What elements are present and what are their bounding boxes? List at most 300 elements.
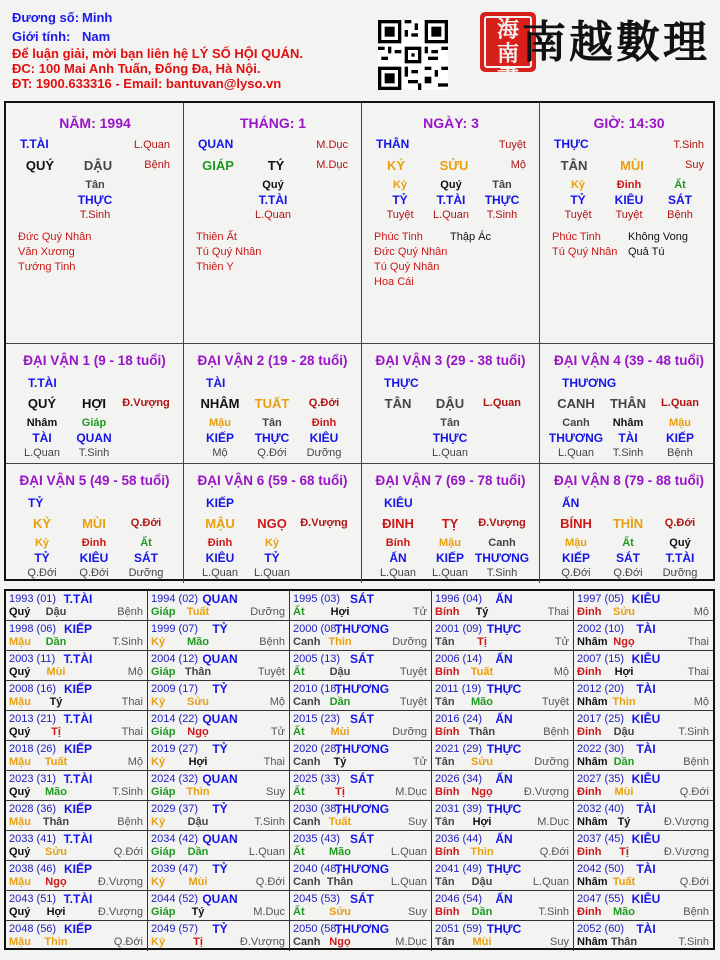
dai-van-2 — [184, 343, 362, 463]
year-label: 2016 (24) — [435, 713, 483, 725]
year-cell — [148, 921, 290, 951]
dai-van-stage: Đ.Vượng — [122, 397, 170, 409]
year-branch: Hợi — [188, 756, 208, 768]
year-label: 1998 (06) — [9, 623, 57, 635]
year-stage: Mộ — [127, 666, 143, 678]
year-ten-god: ẤN — [495, 892, 513, 906]
hidden-ten-god: SÁT — [616, 551, 640, 565]
year-cell — [574, 921, 713, 951]
year-label: 2051 (59) — [435, 923, 483, 935]
year-ten-god: KIẾP — [63, 862, 93, 876]
year-ten-god: KIÊU — [631, 772, 661, 786]
year-cell — [432, 891, 574, 921]
year-stage: Bệnh — [683, 906, 709, 918]
year-cell — [574, 801, 713, 831]
year-ten-god: T.TÀI — [63, 592, 93, 606]
year-stem: Đinh — [577, 606, 602, 618]
year-stage: Thai — [121, 696, 143, 708]
hidden-stage: T.Sinh — [78, 447, 110, 459]
dai-van-stem: MẬU — [205, 516, 235, 531]
hidden-ten-god: QUAN — [76, 431, 112, 445]
year-cell — [6, 591, 148, 621]
dai-van-title: ĐẠI VẬN 3 (29 - 38 tuổi) — [375, 353, 526, 368]
hidden-ten-god: T.TÀI — [258, 193, 288, 207]
hidden-stem: Ất — [140, 537, 152, 549]
year-stem: Quý — [9, 726, 31, 738]
year-cell — [148, 621, 290, 651]
year-stage: Mộ — [693, 606, 709, 618]
year-label: 2003 (11) — [9, 653, 56, 665]
brand-logo: 南越數理 — [522, 17, 710, 68]
dai-van-stem: TÂN — [384, 396, 412, 411]
year-ten-god: T.TÀI — [63, 652, 93, 666]
year-cell — [148, 771, 290, 801]
year-ten-god: QUAN — [202, 892, 238, 906]
shensha-star: Không Vong — [628, 231, 688, 243]
pillar-branch: MÙI — [620, 158, 644, 173]
pillar-4 — [540, 103, 718, 343]
hidden-stage: Bệnh — [667, 447, 693, 459]
year-branch: Thân — [326, 876, 354, 888]
year-cell — [432, 591, 574, 621]
year-stage: Q.Đới — [679, 876, 709, 888]
year-cell — [148, 831, 290, 861]
year-stage: L.Quan — [248, 846, 285, 858]
dai-van-7 — [362, 463, 540, 583]
hidden-stem: Tân — [440, 417, 460, 429]
dai-van-branch: MÙI — [82, 516, 106, 531]
year-stem: Ất — [293, 726, 305, 738]
year-stage: Mộ — [269, 696, 285, 708]
year-branch: Thìn — [186, 786, 210, 798]
hidden-stem: Kỷ — [570, 179, 586, 191]
year-branch: Tuất — [470, 666, 494, 678]
year-stage: Tử — [270, 726, 285, 738]
hidden-stage: Q.Đới — [79, 567, 109, 579]
year-label: 2000 (08) — [293, 623, 341, 635]
year-stage: Mộ — [127, 756, 143, 768]
dai-van-stem: BÍNH — [560, 516, 592, 531]
shensha-star: Hoa Cái — [374, 276, 414, 288]
hidden-stem: Kỷ — [392, 179, 408, 191]
year-branch: Hợi — [330, 606, 350, 618]
year-ten-god: SÁT — [350, 712, 374, 726]
pillar-branch-stage: Mộ — [510, 159, 526, 171]
year-branch: Dậu — [45, 606, 67, 618]
hidden-stem: Quý — [440, 179, 462, 191]
hidden-stage: L.Quan — [557, 447, 595, 459]
year-branch: Dần — [45, 636, 67, 648]
hidden-stem: Mậu — [439, 537, 461, 549]
year-stem: Đinh — [577, 726, 602, 738]
year-stage: T.Sinh — [112, 786, 143, 798]
year-cell — [574, 831, 713, 861]
shensha-star: Đức Quý Nhân — [18, 231, 92, 243]
year-stem: Bính — [435, 666, 460, 678]
year-stem: Tân — [435, 876, 455, 888]
dai-van-ten-god: THƯƠNG — [562, 376, 617, 390]
year-stage: Thai — [687, 666, 709, 678]
year-ten-god: TỶ — [212, 682, 228, 696]
year-label: 2010 (18) — [293, 683, 341, 695]
dai-van-stem: ĐINH — [382, 516, 414, 531]
hidden-stem: Đinh — [81, 537, 107, 549]
year-stage: Tuyệt — [257, 666, 285, 678]
year-branch: Hợi — [614, 666, 634, 678]
year-ten-god: KIÊU — [631, 712, 661, 726]
header-info — [12, 8, 432, 91]
hidden-ten-god: THƯƠNG — [548, 431, 604, 445]
year-label: 1999 (07) — [151, 623, 199, 635]
year-stem: Ất — [293, 606, 305, 618]
year-ten-god: KIÊU — [631, 892, 661, 906]
hidden-stage: Bệnh — [667, 209, 693, 221]
year-stage: Dưỡng — [392, 726, 427, 738]
year-label: 1995 (03) — [293, 593, 341, 605]
year-stage: Bệnh — [683, 756, 709, 768]
dai-van-stage: Q.Đới — [130, 517, 162, 529]
year-cell — [290, 831, 432, 861]
year-branch: Dậu — [613, 726, 635, 738]
year-stage: Dưỡng — [534, 756, 569, 768]
year-ten-god: ẤN — [495, 832, 513, 846]
year-ten-god: KIẾP — [63, 922, 93, 936]
hidden-stem: Ất — [622, 537, 634, 549]
gender-line: Giới tính: Nam — [12, 29, 111, 44]
year-stage: Thai — [263, 756, 285, 768]
year-cell — [290, 651, 432, 681]
hidden-ten-god: KIẾP — [435, 551, 465, 565]
year-stage: Đ.Vượng — [97, 906, 143, 918]
year-ten-god: KIẾP — [63, 682, 93, 696]
seal-text: 海 南書 — [484, 16, 532, 68]
year-ten-god: ẤN — [495, 592, 513, 606]
year-stage: Đ.Vượng — [97, 876, 143, 888]
pillar-title: THÁNG: 1 — [239, 115, 307, 131]
year-branch: Tị — [619, 846, 629, 858]
dai-van-ten-god: KIẾP — [206, 496, 235, 510]
year-cell — [290, 591, 432, 621]
pillar-1 — [6, 103, 184, 343]
year-cell — [432, 801, 574, 831]
hidden-stage: Tuyệt — [386, 209, 414, 221]
year-ten-god: TỶ — [212, 922, 228, 936]
year-label: 2032 (40) — [577, 803, 625, 815]
year-stage: Suy — [550, 936, 569, 948]
year-branch: Dậu — [471, 876, 493, 888]
year-cell — [148, 591, 290, 621]
hidden-stem: Nhâm — [26, 417, 58, 429]
year-stage: Thai — [687, 636, 709, 648]
year-stem: Kỷ — [151, 936, 166, 948]
year-branch: Sửu — [328, 906, 352, 918]
year-label: 2041 (49) — [435, 863, 483, 875]
year-branch: Dần — [187, 846, 209, 858]
year-label: 2023 (31) — [9, 773, 57, 785]
year-stem: Bính — [435, 606, 460, 618]
year-cell — [148, 651, 290, 681]
year-ten-god: TỶ — [212, 802, 228, 816]
year-cell — [432, 681, 574, 711]
year-label: 2045 (53) — [293, 893, 341, 905]
year-label: 2008 (16) — [9, 683, 57, 695]
dai-van-stem: CANH — [557, 396, 595, 411]
year-branch: Dần — [329, 696, 351, 708]
pillar-branch: SỬU — [439, 158, 469, 173]
year-label: 2030 (38) — [293, 803, 341, 815]
year-cell — [574, 711, 713, 741]
year-branch: Thìn — [612, 696, 636, 708]
year-ten-god: T.TÀI — [63, 892, 93, 906]
year-stem: Canh — [293, 756, 321, 768]
year-ten-god: THƯƠNG — [334, 862, 390, 876]
dai-van-1 — [6, 343, 184, 463]
shensha-star: Tú Quý Nhân — [552, 246, 618, 258]
year-branch: Tý — [475, 606, 489, 618]
year-label: 2027 (35) — [577, 773, 625, 785]
dai-van-branch: THÌN — [612, 516, 644, 531]
year-branch: Dần — [613, 756, 635, 768]
year-stage: Mộ — [693, 696, 709, 708]
year-stem: Canh — [293, 636, 321, 648]
year-ten-god: THỰC — [486, 682, 522, 696]
year-branch: Tị — [477, 636, 487, 648]
hidden-ten-god: ẤN — [389, 551, 407, 565]
shensha-star: Tướng Tinh — [18, 261, 76, 273]
year-branch: Hợi — [472, 816, 492, 828]
year-branch: Tý — [49, 696, 63, 708]
year-ten-god: THỰC — [486, 862, 522, 876]
year-ten-god: TÀI — [636, 742, 656, 756]
year-stem: Mậu — [9, 936, 31, 948]
phone-email-line: ĐT: 1900.633316 - Email: bantuvan@lyso.vn — [12, 76, 282, 91]
hidden-ten-god: TÀI — [618, 431, 638, 445]
year-ten-god: THỰC — [486, 802, 522, 816]
year-ten-god: SÁT — [350, 832, 374, 846]
dai-van-ten-god: TỶ — [28, 496, 44, 510]
year-ten-god: KIẾP — [63, 802, 93, 816]
year-stage: Suy — [266, 786, 285, 798]
hidden-stage: Q.Đới — [613, 567, 643, 579]
year-ten-god: TÀI — [636, 682, 656, 696]
year-stem: Ất — [293, 666, 305, 678]
year-stage: Bệnh — [259, 636, 285, 648]
year-label: 2018 (26) — [9, 743, 57, 755]
year-stem: Giáp — [151, 906, 176, 918]
year-stage: Thai — [547, 606, 569, 618]
year-stage: L.Quan — [390, 876, 427, 888]
year-stage: Q.Đới — [255, 876, 285, 888]
year-stem: Kỷ — [151, 816, 166, 828]
hidden-ten-god: TỶ — [392, 193, 408, 207]
year-label: 2046 (54) — [435, 893, 483, 905]
year-cell — [6, 891, 148, 921]
year-stem: Bính — [435, 846, 460, 858]
year-ten-god: TÀI — [636, 862, 656, 876]
year-label: 2049 (57) — [151, 923, 199, 935]
year-branch: Sửu — [186, 696, 210, 708]
year-stem: Mậu — [9, 636, 31, 648]
year-stem: Giáp — [151, 666, 176, 678]
hidden-stage: T.Sinh — [612, 447, 644, 459]
pillar-branch-stage: M.Dục — [316, 159, 348, 171]
year-cell — [6, 831, 148, 861]
shensha-star: Thiên Y — [196, 261, 234, 273]
year-ten-god: T.TÀI — [63, 832, 93, 846]
year-cell — [574, 591, 713, 621]
year-cell — [148, 861, 290, 891]
pillar-title: GIỜ: 14:30 — [593, 115, 665, 131]
dai-van-title: ĐẠI VẬN 7 (69 - 78 tuổi) — [375, 473, 526, 488]
dai-van-title: ĐẠI VẬN 8 (79 - 88 tuổi) — [553, 473, 705, 488]
hidden-stage: L.Quan — [254, 209, 292, 221]
hidden-stage: Dưỡng — [128, 567, 164, 579]
year-branch: Mùi — [46, 666, 66, 678]
hidden-stem: Đinh — [616, 179, 642, 191]
year-ten-god: KIÊU — [631, 832, 661, 846]
year-label: 2034 (42) — [151, 833, 199, 845]
year-branch: Ngọ — [471, 786, 493, 798]
year-cell — [290, 741, 432, 771]
year-stage: Bệnh — [117, 816, 143, 828]
hidden-ten-god: TÀI — [32, 431, 52, 445]
hidden-ten-god: KIẾP — [561, 551, 591, 565]
year-label: 2028 (36) — [9, 803, 57, 815]
year-stage: Đ.Vượng — [663, 846, 709, 858]
year-label: 2043 (51) — [9, 893, 57, 905]
year-ten-god: QUAN — [202, 832, 238, 846]
year-branch: Sửu — [470, 756, 494, 768]
year-branch: Thìn — [328, 636, 352, 648]
pillar-stem: KỶ — [386, 158, 406, 173]
pillar-ten-god: THỰC — [554, 137, 589, 151]
year-stem: Giáp — [151, 606, 176, 618]
dai-van-8 — [540, 463, 718, 583]
pillar-ten-god: THÂN — [376, 137, 410, 151]
year-ten-god: T.TÀI — [63, 712, 93, 726]
year-cell — [148, 891, 290, 921]
year-stem: Đinh — [577, 786, 602, 798]
year-stage: Suy — [408, 906, 427, 918]
hidden-stage: T.Sinh — [486, 209, 518, 221]
year-branch: Thìn — [470, 846, 494, 858]
hidden-stem: Mậu — [669, 417, 691, 429]
year-stage: Dưỡng — [392, 636, 427, 648]
shensha-star: Phúc Tinh — [374, 231, 423, 243]
year-stem: Canh — [293, 936, 321, 948]
year-branch: Mão — [187, 636, 209, 648]
shensha-star: Văn Xương — [18, 246, 75, 258]
year-cell — [574, 681, 713, 711]
year-stem: Đinh — [577, 666, 602, 678]
hidden-stage: T.Sinh — [79, 209, 111, 221]
hidden-stem: Tân — [262, 417, 282, 429]
hidden-stage: L.Quan — [431, 447, 469, 459]
year-stage: Bệnh — [543, 726, 569, 738]
pillar-stage: T.Sinh — [673, 139, 704, 151]
year-cell — [290, 681, 432, 711]
hidden-ten-god: T.TÀI — [665, 551, 695, 565]
year-ten-god: TÀI — [636, 922, 656, 936]
year-label: 2007 (15) — [577, 653, 625, 665]
year-stage: Tử — [412, 756, 427, 768]
hidden-stage: Tuyệt — [615, 209, 643, 221]
year-stem: Mậu — [9, 816, 31, 828]
year-branch: Hợi — [46, 906, 66, 918]
year-ten-god: TỶ — [212, 862, 228, 876]
year-branch: Mùi — [330, 726, 350, 738]
year-ten-god: T.TÀI — [63, 772, 93, 786]
pillars-board — [4, 101, 715, 581]
year-branch: Thân — [468, 726, 496, 738]
hidden-stage: L.Quan — [432, 209, 470, 221]
year-label: 2039 (47) — [151, 863, 199, 875]
hidden-stage: Dưỡng — [662, 567, 698, 579]
dai-van-branch: NGỌ — [257, 516, 287, 531]
year-cell — [432, 861, 574, 891]
pillar-ten-god: T.TÀI — [20, 137, 49, 151]
year-label: 2013 (21) — [9, 713, 57, 725]
hidden-ten-god: TỶ — [34, 551, 50, 565]
year-branch: Sửu — [612, 606, 636, 618]
year-stage: Bệnh — [117, 606, 143, 618]
year-label: 2009 (17) — [151, 683, 199, 695]
hidden-stem: Tân — [492, 179, 512, 191]
hidden-stage: L.Quan — [379, 567, 417, 579]
dai-van-stage: Q.Đới — [664, 517, 696, 529]
year-stem: Bính — [435, 786, 460, 798]
pillar-stage: M.Dục — [316, 139, 348, 151]
year-branch: Thìn — [44, 936, 68, 948]
year-ten-god: ẤN — [495, 772, 513, 786]
year-label: 2037 (45) — [577, 833, 625, 845]
year-stem: Giáp — [151, 726, 176, 738]
year-ten-god: QUAN — [202, 712, 238, 726]
year-ten-god: SÁT — [350, 652, 374, 666]
year-stage: Tuyệt — [541, 696, 569, 708]
year-stem: Ất — [293, 786, 305, 798]
year-label: 2022 (30) — [577, 743, 625, 755]
year-stem: Mậu — [9, 876, 31, 888]
pillar-branch-stage: Suy — [685, 159, 704, 171]
year-stage: M.Dục — [253, 906, 285, 918]
year-branch: Tị — [335, 786, 345, 798]
year-ten-god: THƯƠNG — [334, 622, 390, 636]
hidden-ten-god: KIÊU — [614, 193, 644, 207]
year-stem: Giáp — [151, 786, 176, 798]
year-stage: M.Dục — [395, 786, 427, 798]
year-stage: M.Dục — [395, 936, 427, 948]
year-label: 2005 (13) — [293, 653, 341, 665]
hidden-ten-god: T.TÀI — [436, 193, 466, 207]
year-branch: Tuất — [328, 816, 352, 828]
pillar-title: NĂM: 1994 — [59, 115, 131, 131]
year-branch: Mão — [45, 786, 67, 798]
dai-van-stage: L.Quan — [661, 397, 699, 409]
year-label: 2038 (46) — [9, 863, 57, 875]
year-cell — [574, 771, 713, 801]
year-label: 2036 (44) — [435, 833, 483, 845]
year-branch: Dậu — [187, 816, 209, 828]
year-cell — [6, 711, 148, 741]
year-label: 1993 (01) — [9, 593, 57, 605]
year-stem: Quý — [9, 606, 31, 618]
dai-van-ten-god: ẤN — [562, 496, 580, 510]
year-cell — [574, 741, 713, 771]
year-branch: Tị — [51, 726, 61, 738]
dai-van-stage: L.Quan — [483, 397, 521, 409]
dai-van-branch: THÂN — [609, 396, 647, 411]
